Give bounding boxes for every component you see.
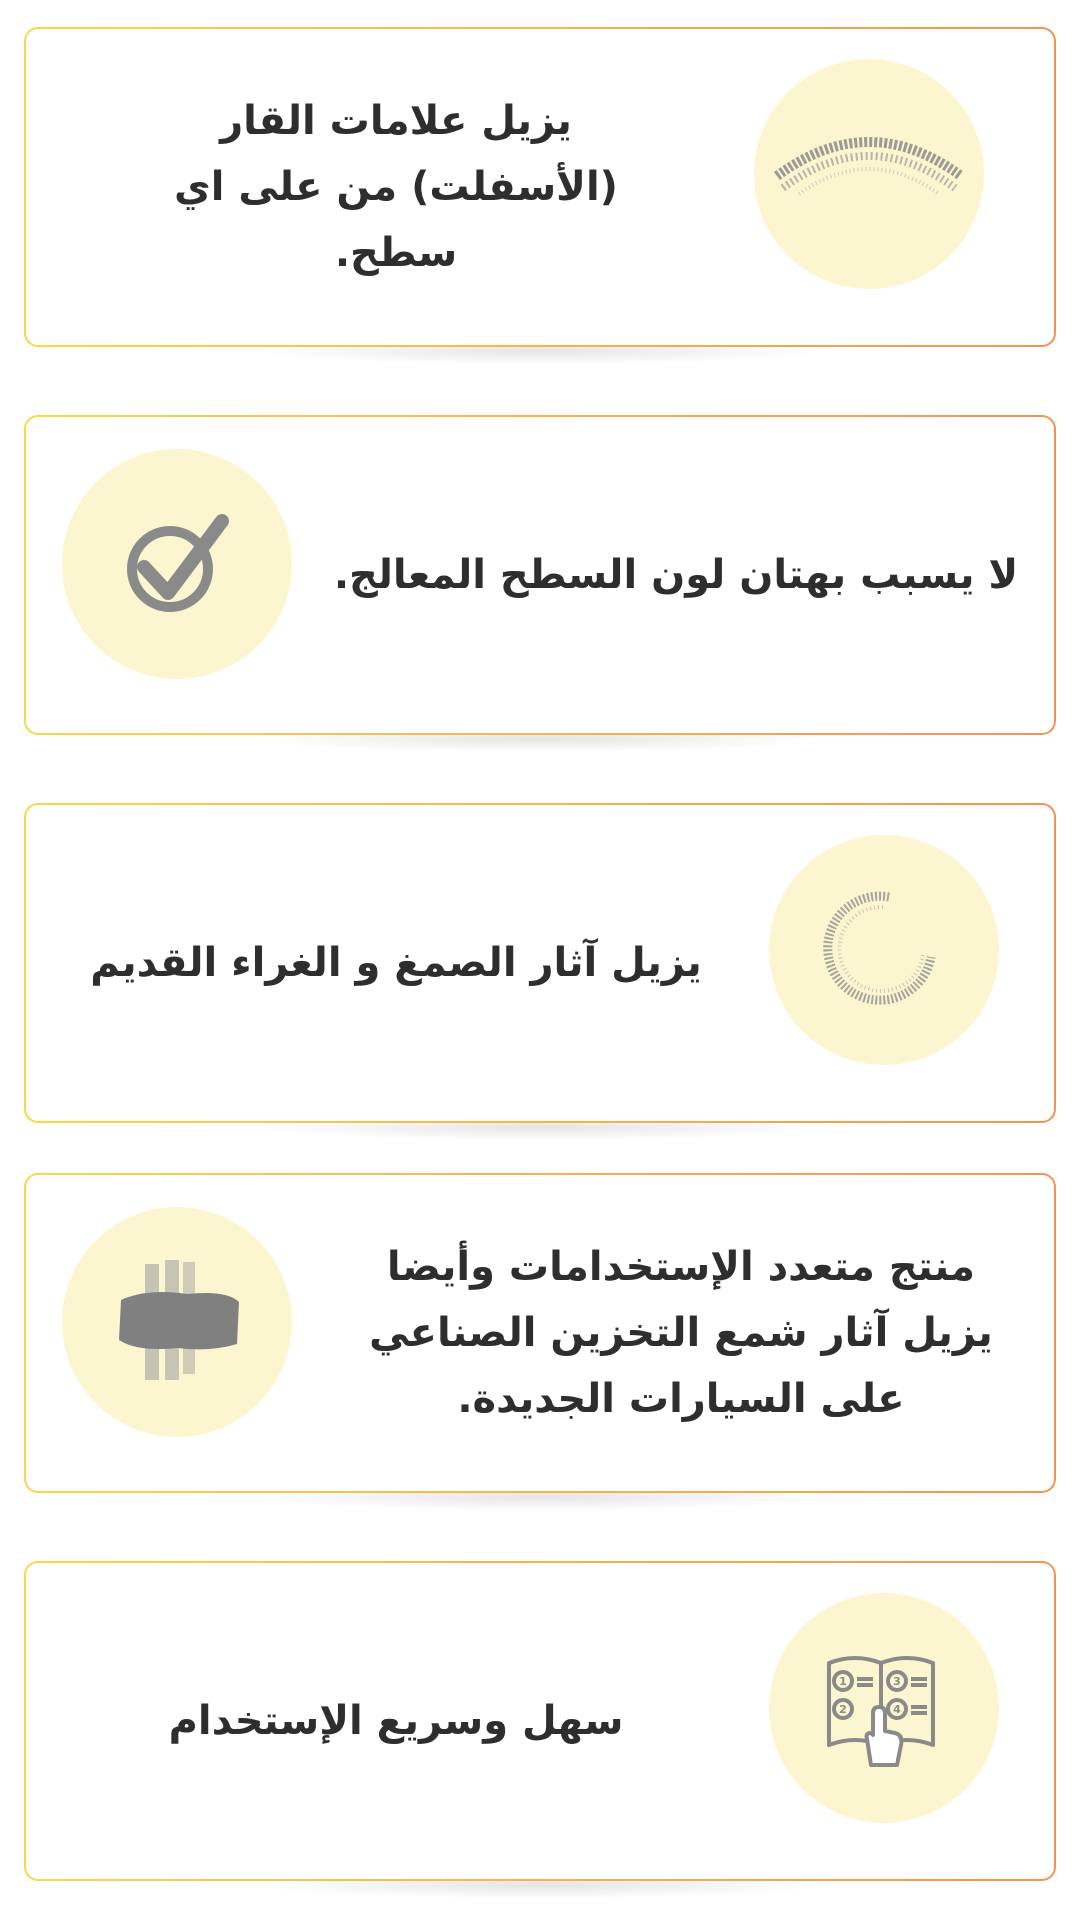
feature-text: يزيل آثار الصمغ و الغراء القديم [90, 940, 702, 986]
feature-text: سهل وسريع الإستخدام [168, 1698, 624, 1744]
instruction-manual-icon [819, 1643, 949, 1773]
icon-circle [62, 1207, 292, 1437]
icon-circle [754, 59, 984, 289]
svg-text:1: 1 [839, 1675, 847, 1688]
svg-text:4: 4 [893, 1703, 901, 1716]
tire-tread-arc-icon [769, 114, 969, 234]
feature-card-wax-removal [24, 1173, 1056, 1493]
card-body [26, 1563, 1054, 1879]
card-body [26, 1175, 1054, 1491]
icon-circle [769, 835, 999, 1065]
feature-card-no-fading [24, 415, 1056, 735]
svg-text:3: 3 [893, 1675, 901, 1688]
feature-text: يزيل علامات القار (الأسفلت) من على اي سطح. [174, 98, 618, 276]
feature-text: منتج متعدد الإستخدامات وأيضا يزيل آثار شمع التخزين الصناعي على السيارات الجديدة. [369, 1244, 993, 1422]
wax-smudge-icon [107, 1252, 247, 1392]
feature-card-glue-removal [24, 803, 1056, 1123]
feature-card-easy-use [24, 1561, 1056, 1881]
feature-card-tar-removal [24, 27, 1056, 347]
card-body [26, 805, 1054, 1121]
feature-text: لا يسبب بهتان لون السطح المعالج. [333, 552, 1019, 598]
card-body [26, 417, 1054, 733]
icon-circle [62, 449, 292, 679]
check-circle-icon [122, 509, 232, 619]
svg-text:2: 2 [839, 1703, 847, 1716]
icon-circle [769, 1593, 999, 1823]
tire-mark-ring-icon [819, 885, 949, 1015]
card-body [26, 29, 1054, 345]
